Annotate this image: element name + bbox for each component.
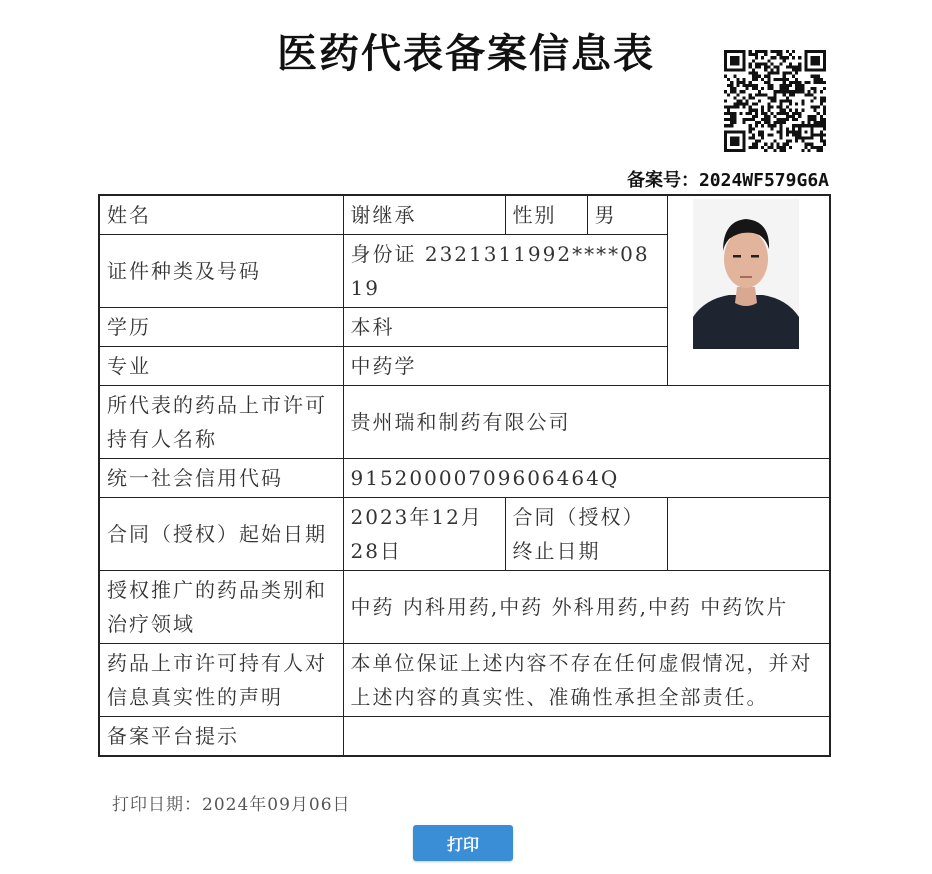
contract-end-value: [667, 498, 830, 571]
qr-code-icon: [724, 50, 826, 152]
table-row: [99, 498, 830, 571]
credit-code-value: 91520000709606464Q: [343, 459, 830, 498]
id-label: 证件种类及号码: [99, 235, 343, 308]
print-button[interactable]: 打印: [413, 825, 513, 861]
statement-label: 药品上市许可持有人对信息真实性的声明: [99, 644, 343, 717]
category-label: 授权推广的药品类别和治疗领域: [99, 571, 343, 644]
table-row: [99, 644, 830, 717]
platform-label: 备案平台提示: [99, 717, 343, 757]
record-number: 备案号：2024WF579G6A: [626, 170, 829, 191]
gender-label: 性别: [505, 195, 587, 235]
table-row: [99, 717, 830, 757]
table-row: [99, 386, 830, 459]
category-value: 中药 内科用药,中药 外科用药,中药 中药饮片: [343, 571, 830, 644]
table-row: [99, 195, 830, 235]
table-row: [99, 459, 830, 498]
contract-end-label: 合同（授权）终止日期: [505, 498, 667, 571]
major-value: 中药学: [343, 347, 667, 386]
holder-label: 所代表的药品上市许可持有人名称: [99, 386, 343, 459]
major-label: 专业: [99, 347, 343, 386]
id-photo: [693, 199, 799, 349]
credit-code-label: 统一社会信用代码: [99, 459, 343, 498]
platform-value: [343, 717, 830, 757]
education-value: 本科: [343, 308, 667, 347]
contract-start-label: 合同（授权）起始日期: [99, 498, 343, 571]
education-label: 学历: [99, 308, 343, 347]
name-value: 谢继承: [343, 195, 505, 235]
gender-value: 男: [587, 195, 667, 235]
holder-value: 贵州瑞和制药有限公司: [343, 386, 830, 459]
table-row: [99, 571, 830, 644]
page-title: 医药代表备案信息表: [277, 30, 655, 77]
statement-value: 本单位保证上述内容不存在任何虚假情况，并对上述内容的真实性、准确性承担全部责任。: [343, 644, 830, 717]
id-value: 身份证 2321311992****0819: [343, 235, 667, 308]
photo-cell: [667, 195, 830, 386]
name-label: 姓名: [99, 195, 343, 235]
contract-start-value: 2023年12月28日: [343, 498, 505, 571]
info-table: [98, 194, 831, 757]
print-date: 打印日期：2024年09月06日: [112, 795, 351, 815]
